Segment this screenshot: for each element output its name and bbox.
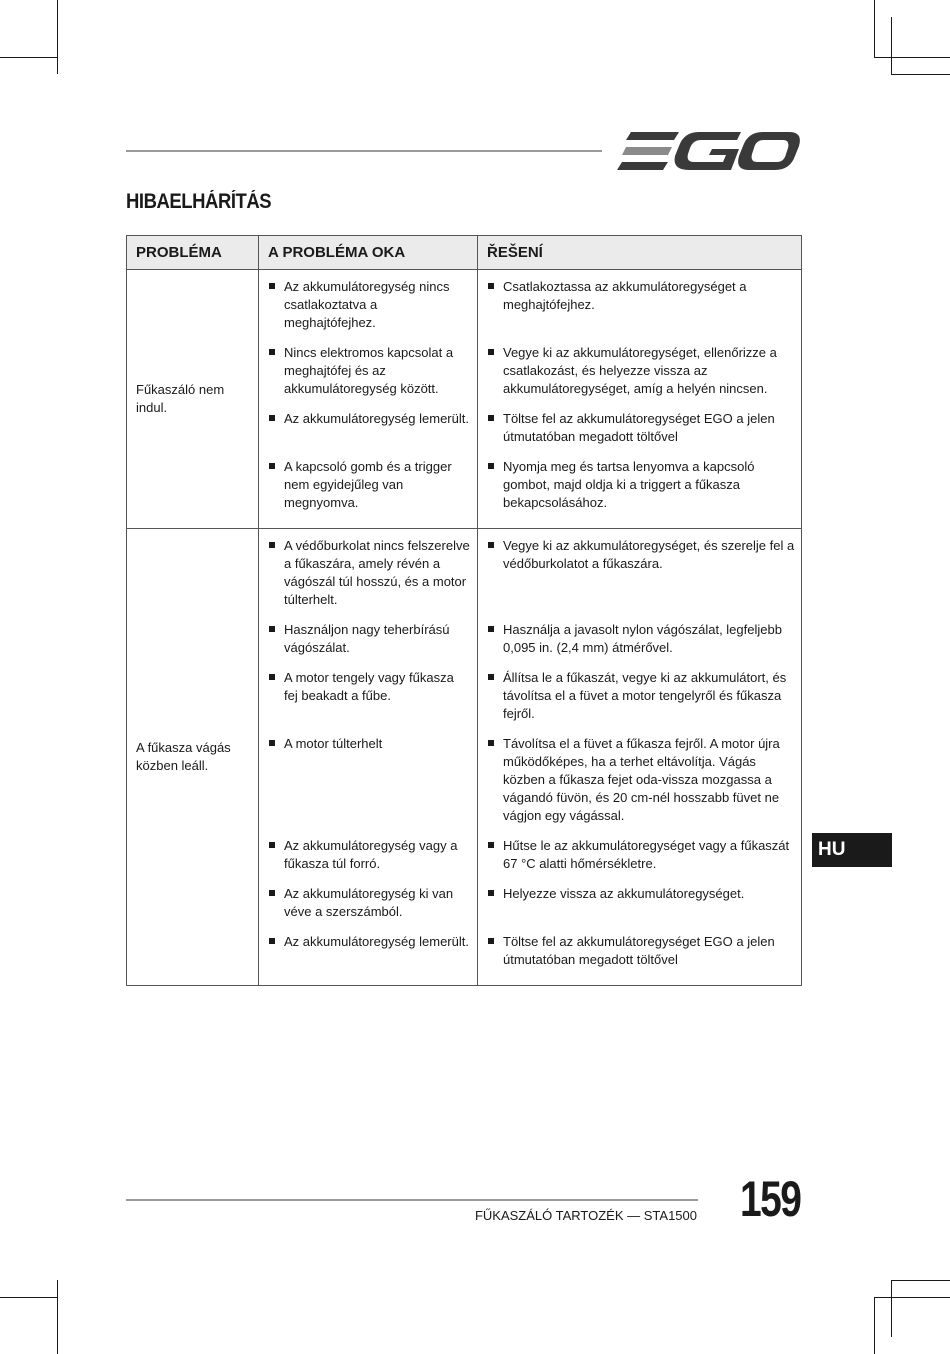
crop-mark	[57, 0, 58, 74]
bullet-icon	[488, 626, 494, 632]
cause-cell	[259, 735, 478, 837]
cause-cell	[259, 344, 478, 410]
solution-cell	[478, 885, 802, 933]
footer-rule	[126, 1199, 698, 1201]
bullet-icon	[488, 740, 494, 746]
crop-mark	[874, 57, 950, 58]
solution-text: Töltse fel az akkumulátoregységet EGO a jelen útmutatóban megadott töltővel	[503, 934, 775, 967]
bullet-icon	[269, 349, 275, 355]
cause-text: Az akkumulátoregység ki van véve a szerszámból.	[284, 886, 454, 919]
cause-text: Használjon nagy teherbírású vágószálat.	[284, 622, 450, 655]
solution-cell	[478, 270, 802, 345]
solution-cell	[478, 669, 802, 735]
header-problem: PROBLÉMA	[127, 236, 259, 270]
crop-mark	[891, 17, 892, 74]
solution-text: Állítsa le a fűkaszát, vegye ki az akkumulátort, és távolítsa el a füvet a motor tengelyről és fűkasza fejről.	[503, 670, 787, 721]
solution-text: Helyezze vissza az akkumulátoregységet.	[503, 886, 745, 901]
solution-cell	[478, 933, 802, 986]
solution-cell	[478, 621, 802, 669]
solution-text: Töltse fel az akkumulátoregységet EGO a jelen útmutatóban megadott töltővel	[503, 411, 775, 444]
solution-text: Hűtse le az akkumulátoregységet vagy a fűkaszát 67 °C alatti hőmérsékletre.	[503, 838, 790, 871]
solution-text: Vegye ki az akkumulátoregységet, és szerelje fel a védőburkolatot a fűkaszára.	[503, 538, 795, 571]
crop-mark	[874, 1297, 950, 1298]
solution-text: Vegye ki az akkumulátoregységet, ellenőrizze a csatlakozást, és helyezze vissza az akkumulátoregységet, amíg a helyén nincsen.	[503, 345, 777, 396]
problem-cell: Fűkaszáló nem indul.	[127, 270, 259, 529]
table-row	[127, 270, 802, 345]
bullet-icon	[269, 674, 275, 680]
bullet-icon	[488, 283, 494, 289]
page-number: 159	[739, 1171, 800, 1227]
table-header-row	[127, 236, 802, 270]
cause-cell	[259, 529, 478, 622]
bullet-icon	[488, 463, 494, 469]
page-title: HIBAELHÁRÍTÁS	[126, 190, 272, 213]
bullet-icon	[488, 938, 494, 944]
solution-cell	[478, 837, 802, 885]
cause-text: Nincs elektromos kapcsolat a meghajtófej és az akkumulátoregység között.	[284, 345, 454, 396]
cause-cell	[259, 270, 478, 345]
cause-cell	[259, 410, 478, 458]
bullet-icon	[488, 842, 494, 848]
solution-cell	[478, 344, 802, 410]
cause-cell	[259, 669, 478, 735]
cause-text: A védőburkolat nincs felszerelve a fűkaszára, amely révén a vágószál túl hosszú, és a motor túlterhelt.	[284, 538, 470, 607]
cause-cell	[259, 458, 478, 529]
solution-cell	[478, 458, 802, 529]
bullet-icon	[269, 842, 275, 848]
solution-text: Csatlakoztassa az akkumulátoregységet a meghajtófejhez.	[503, 279, 747, 312]
header-solution: ŘEŠENÍ	[478, 236, 802, 270]
cause-cell	[259, 837, 478, 885]
table-row	[127, 529, 802, 622]
bullet-icon	[269, 463, 275, 469]
cause-text: Az akkumulátoregység lemerült.	[284, 934, 469, 949]
crop-mark	[0, 1297, 57, 1298]
crop-mark	[874, 0, 875, 57]
language-tab: HU	[812, 833, 892, 867]
bullet-icon	[269, 890, 275, 896]
bullet-icon	[269, 283, 275, 289]
solution-text: Távolítsa el a füvet a fűkasza fejről. A motor újra működőképes, ha a terhet eltávolítja. Vágás közben a fűkasza fejet oda-vissza mozgassa a vágandó füvön, és 20 cm-nél hosszabb füvet ne vágjon egy vágással.	[503, 736, 780, 823]
bullet-icon	[269, 542, 275, 548]
crop-mark	[891, 1280, 892, 1337]
bullet-icon	[269, 938, 275, 944]
problem-cell: A fűkasza vágás közben leáll.	[127, 529, 259, 986]
crop-mark	[0, 57, 57, 58]
bullet-icon	[488, 415, 494, 421]
cause-text: A motor túlterhelt	[284, 736, 383, 751]
solution-text: Nyomja meg és tartsa lenyomva a kapcsoló gombot, majd oldja ki a triggert a fűkasza bekapcsolásához.	[503, 459, 755, 510]
bullet-icon	[488, 349, 494, 355]
header-rule	[126, 150, 602, 152]
bullet-icon	[269, 415, 275, 421]
solution-cell	[478, 529, 802, 622]
header-cause: A PROBLÉMA OKA	[259, 236, 478, 270]
cause-text: A motor tengely vagy fűkasza fej beakadt a fűbe.	[284, 670, 454, 703]
solution-text: Használja a javasolt nylon vágószálat, legfeljebb 0,095 in. (2,4 mm) átmérővel.	[503, 622, 782, 655]
cause-text: Az akkumulátoregység vagy a fűkasza túl forró.	[284, 838, 458, 871]
solution-cell	[478, 410, 802, 458]
footer-product-name: FŰKASZÁLÓ TARTOZÉK — STA1500	[474, 1208, 697, 1223]
cause-text: A kapcsoló gomb és a trigger nem egyidejűleg van megnyomva.	[284, 459, 452, 510]
crop-mark	[891, 74, 950, 75]
crop-mark	[891, 1280, 950, 1281]
solution-cell	[478, 735, 802, 837]
cause-cell	[259, 621, 478, 669]
cause-cell	[259, 933, 478, 986]
bullet-icon	[269, 626, 275, 632]
bullet-icon	[488, 890, 494, 896]
cause-text: Az akkumulátoregység lemerült.	[284, 411, 469, 426]
bullet-icon	[488, 674, 494, 680]
crop-mark	[874, 1297, 875, 1354]
troubleshooting-table	[126, 235, 802, 986]
bullet-icon	[488, 542, 494, 548]
bullet-icon	[269, 740, 275, 746]
cause-cell	[259, 885, 478, 933]
ego-logo	[617, 130, 800, 172]
cause-text: Az akkumulátoregység nincs csatlakoztatva a meghajtófejhez.	[284, 279, 450, 330]
crop-mark	[57, 1280, 58, 1354]
